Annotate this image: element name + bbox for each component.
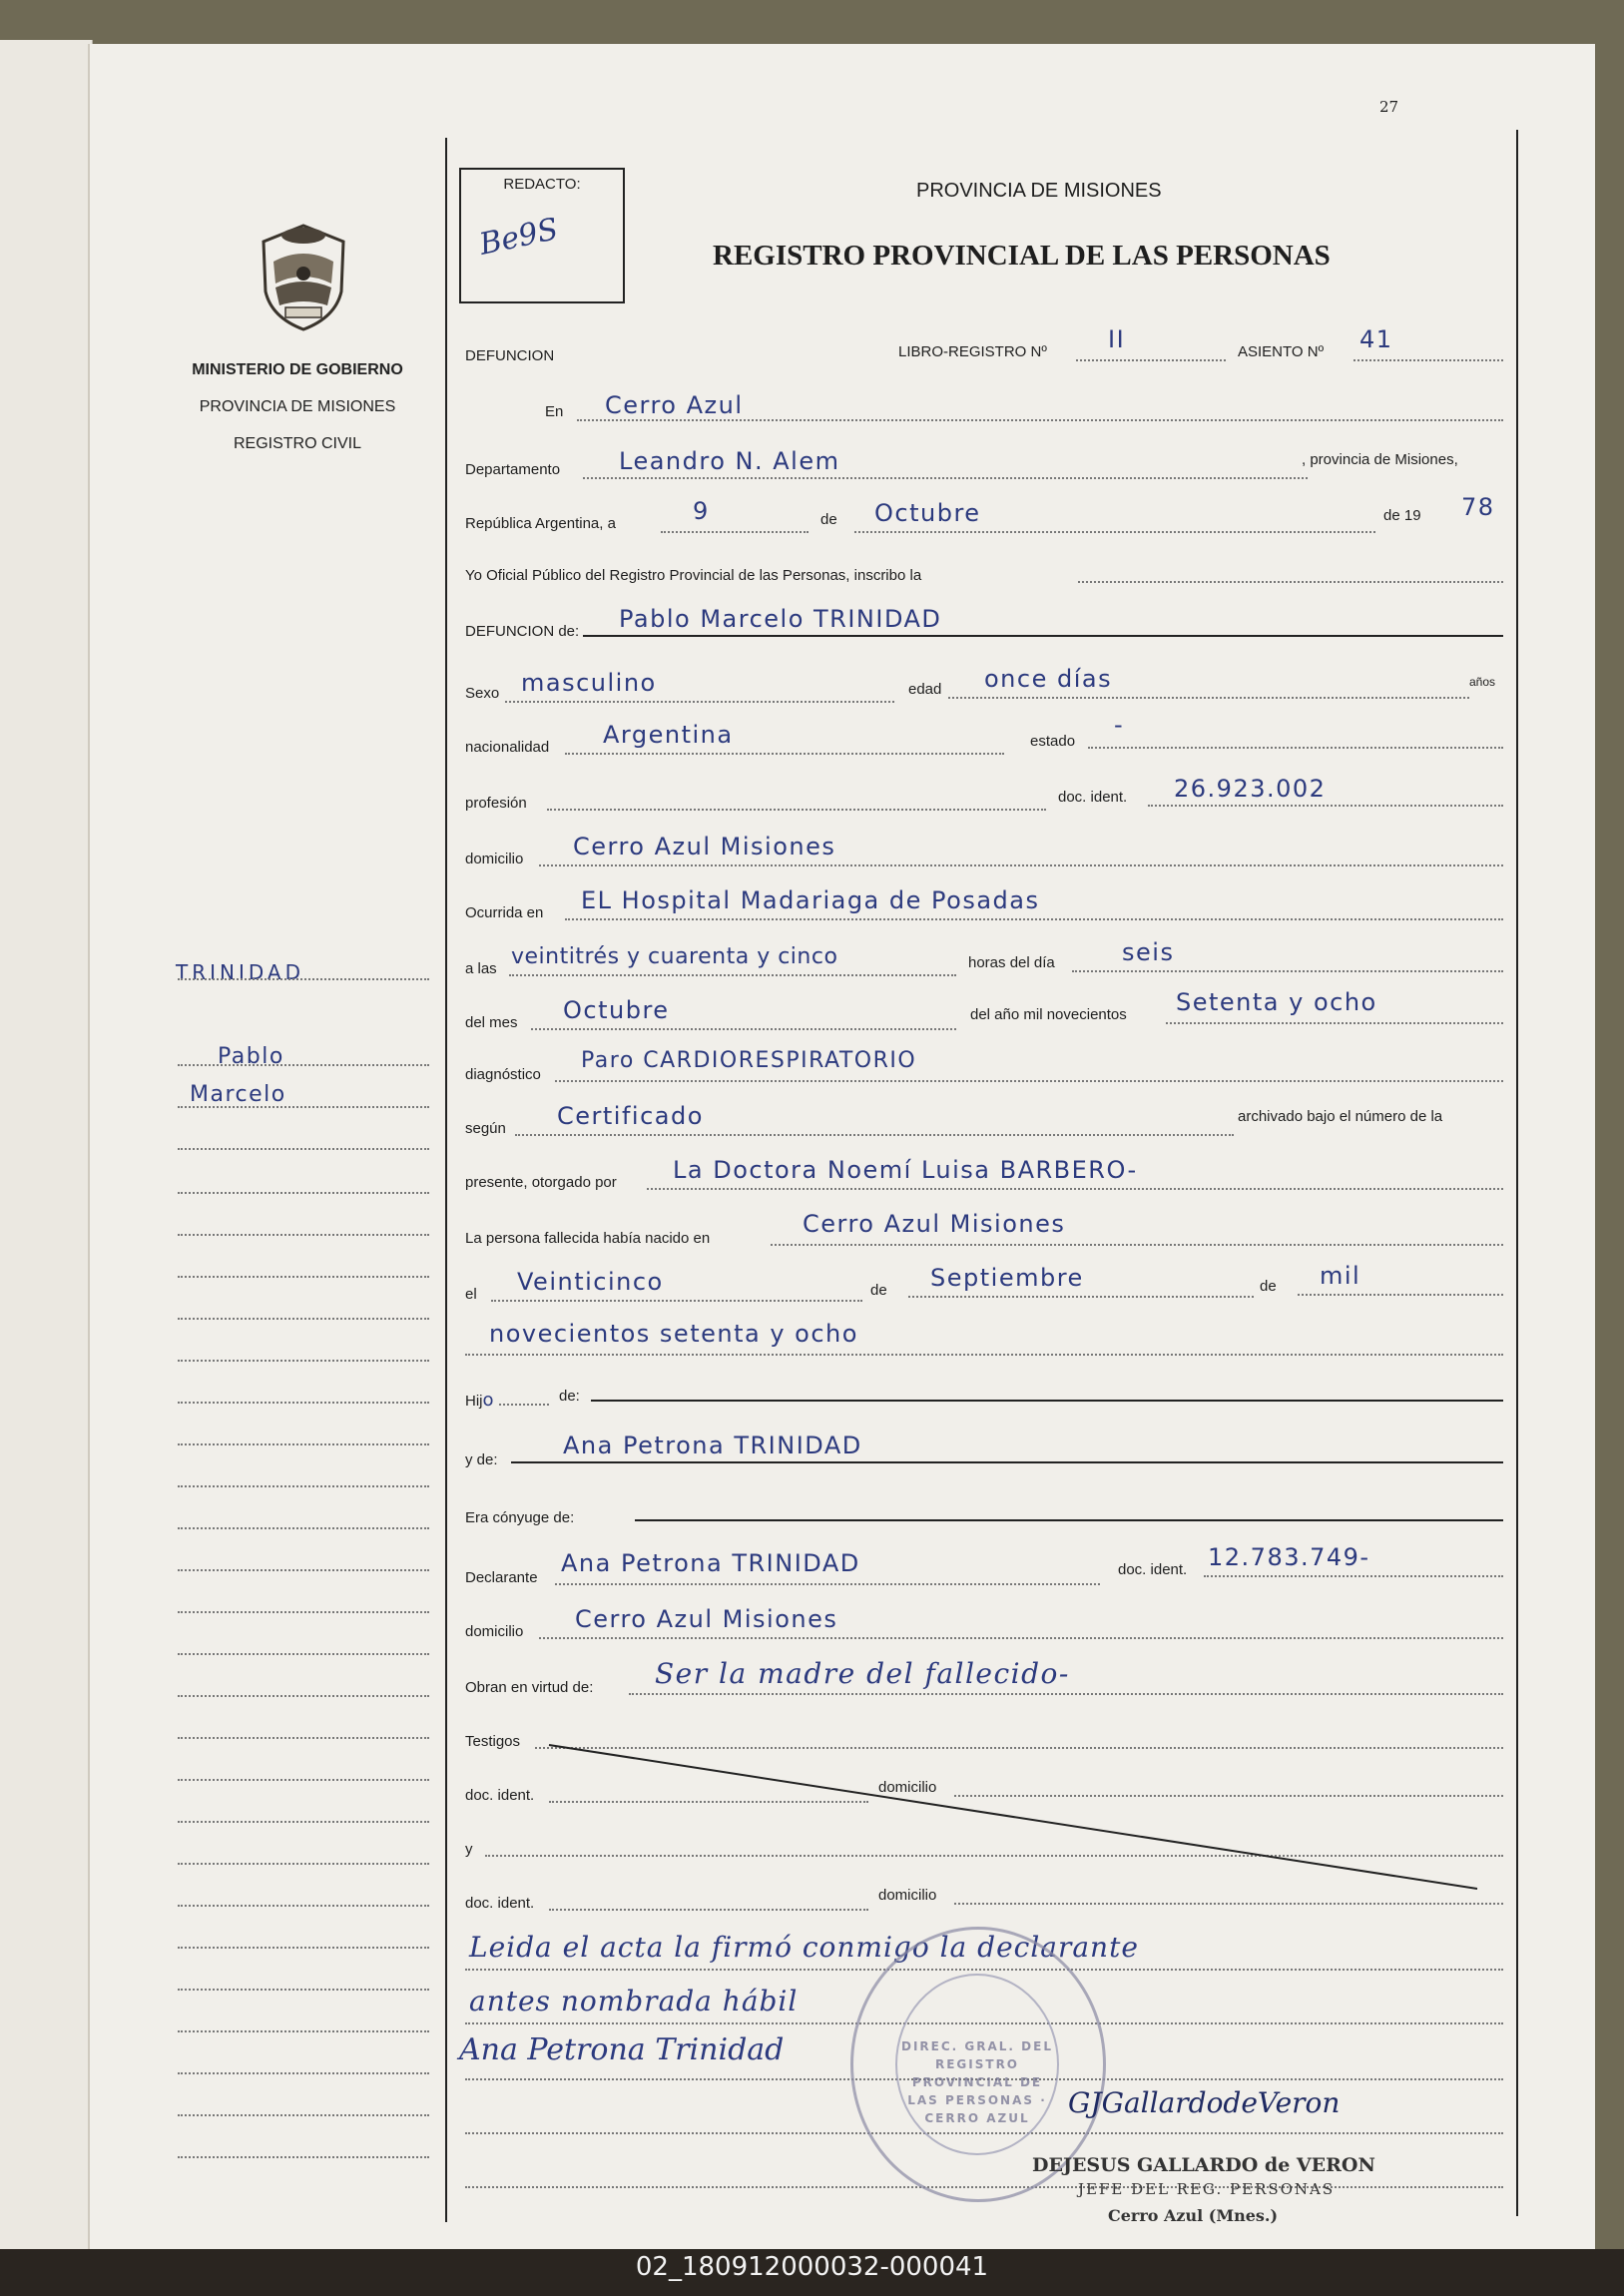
de-label-3: de — [1260, 1278, 1277, 1295]
nota-line-1: Leida el acta la firmó conmigo la declarante — [469, 1931, 1139, 1964]
registry-heading: REGISTRO PROVINCIAL DE LAS PERSONAS — [713, 240, 1331, 272]
seal-text: DIREC. GRAL. DEL REGISTRO PROVINCIAL DE LAS PERSONAS · CERRO AZUL — [901, 2039, 1053, 2125]
nac-mes-value: Septiembre — [930, 1264, 1084, 1292]
testigo2-domicilio-label: domicilio — [878, 1887, 937, 1904]
province-heading: PROVINCIA DE MISIONES — [916, 180, 1162, 202]
doc-ident-label: doc. ident. — [1058, 789, 1128, 806]
anio-texto-value: Setenta y ocho — [1176, 988, 1377, 1016]
provincial-crest-icon — [256, 222, 351, 333]
y-de-label: y de: — [465, 1451, 498, 1468]
dia-texto-value: seis — [1122, 938, 1175, 966]
nac-mil-value: mil — [1320, 1262, 1361, 1290]
en-label: En — [545, 403, 564, 420]
ocurrida-label: Ocurrida en — [465, 904, 544, 921]
en-value: Cerro Azul — [605, 391, 744, 419]
asiento-label: ASIENTO Nº — [1238, 343, 1325, 360]
hijo-label-text: Hij — [465, 1393, 483, 1410]
profesion-label: profesión — [465, 795, 527, 812]
provincia-suffix: , provincia de Misiones, — [1302, 451, 1458, 468]
edad-value: once días — [984, 665, 1113, 693]
yo-oficial-text: Yo Oficial Público del Registro Provincial de las Personas, inscribo la — [465, 567, 922, 584]
domicilio-label: domicilio — [465, 851, 524, 867]
madre-value: Ana Petrona TRINIDAD — [563, 1432, 862, 1459]
nacido-en-value: Cerro Azul Misiones — [803, 1210, 1066, 1238]
testigos-y-label: y — [465, 1841, 473, 1858]
testigos-strike-line — [539, 1737, 1497, 1897]
nombre-value: Pablo Marcelo TRINIDAD — [619, 605, 942, 633]
horas-label: horas del día — [968, 954, 1055, 971]
nac-dia-value: Veinticinco — [517, 1268, 664, 1296]
nacionalidad-label: nacionalidad — [465, 739, 550, 756]
doc-ident-value: 26.923.002 — [1174, 775, 1327, 803]
nota-line-2: antes nombrada hábil — [469, 1985, 799, 2017]
declarante-signature: Ana Petrona Trinidad — [459, 2032, 785, 2067]
a-las-label: a las — [465, 960, 497, 977]
archivado-label: archivado bajo el número de la — [1238, 1108, 1443, 1125]
ocurrida-value: EL Hospital Madariaga de Posadas — [581, 886, 1040, 914]
declarante-domicilio-value: Cerro Azul Misiones — [575, 1605, 838, 1633]
margin-surname: TRINIDAD — [176, 960, 305, 984]
de-label: de — [820, 511, 837, 528]
sexo-value: masculino — [521, 669, 657, 697]
departamento-value: Leandro N. Alem — [619, 447, 840, 475]
del-ano-label: del año mil novecientos — [970, 1006, 1127, 1023]
obran-label: Obran en virtud de: — [465, 1679, 594, 1696]
ministry-line-2: PROVINCIA DE MISIONES — [199, 398, 396, 415]
departamento-label: Departamento — [465, 461, 561, 478]
nac-anio-value: novecientos setenta y ocho — [489, 1320, 858, 1348]
hijo-de-label: de: — [559, 1388, 580, 1405]
redacto-box — [459, 168, 625, 303]
form-right-rule — [1516, 130, 1518, 2216]
mes2-value: Octubre — [563, 996, 670, 1024]
anio-value: 78 — [1461, 493, 1495, 521]
sexo-label: Sexo — [465, 685, 500, 702]
dia-value: 9 — [693, 497, 710, 525]
edad-label: edad — [908, 681, 942, 698]
domicilio-value: Cerro Azul Misiones — [573, 833, 836, 861]
officer-name: DEJESUS GALLARDO de VERON — [1032, 2154, 1375, 2176]
declarante-label: Declarante — [465, 1569, 538, 1586]
redacto-initials: Be9S — [476, 212, 562, 263]
estado-value: - — [1114, 711, 1125, 739]
margin-given-1: Pablo — [218, 1044, 284, 1069]
left-page-edge — [0, 40, 93, 2249]
declarante-doc-label: doc. ident. — [1118, 1561, 1188, 1578]
page-number: 27 — [1379, 98, 1399, 116]
el-label: el — [465, 1286, 477, 1303]
declarante-value: Ana Petrona TRINIDAD — [561, 1549, 860, 1577]
officer-title: JEFE DEL REG. PERSONAS — [1078, 2180, 1336, 2198]
mes-value: Octubre — [874, 499, 981, 527]
diagnostico-label: diagnóstico — [465, 1066, 541, 1083]
testigo2-doc-label: doc. ident. — [465, 1895, 535, 1912]
defuncion-label: DEFUNCION — [465, 347, 555, 364]
official-signature: GJGallardodeVeron — [1068, 2086, 1341, 2119]
hijo-label — [465, 1390, 495, 1411]
republica-label: República Argentina, a — [465, 515, 616, 532]
otorgado-value: La Doctora Noemí Luisa BARBERO- — [673, 1156, 1138, 1184]
domicilio-label-2: domicilio — [465, 1623, 524, 1640]
conyuge-label: Era cónyuge de: — [465, 1509, 575, 1526]
redacto-label: REDACTO: — [503, 176, 581, 193]
image-caption: 02_180912000032-000041 — [635, 2252, 989, 2282]
segun-value: Certificado — [557, 1102, 704, 1130]
nacido-en-label: La persona fallecida había nacido en — [465, 1230, 711, 1247]
defuncion-de-label: DEFUNCION de: — [465, 623, 580, 640]
ministry-line-1: MINISTERIO DE GOBIERNO — [192, 361, 403, 378]
a-las-value: veintitrés y cuarenta y cinco — [511, 944, 838, 969]
diagnostico-value: Paro CARDIORESPIRATORIO — [581, 1048, 917, 1073]
de-19-label: de 19 — [1383, 507, 1421, 524]
anos-label: años — [1469, 675, 1496, 689]
hijo-suffix: o — [482, 1390, 496, 1411]
de-label-2: de — [870, 1282, 887, 1299]
testigo1-doc-label: doc. ident. — [465, 1787, 535, 1804]
obran-value: Ser la madre del fallecido- — [655, 1657, 1070, 1690]
del-mes-label: del mes — [465, 1014, 518, 1031]
officer-place: Cerro Azul (Mnes.) — [1108, 2206, 1279, 2225]
segun-label: según — [465, 1120, 506, 1137]
asiento-value: 41 — [1359, 325, 1393, 353]
testigo1-domicilio-label: domicilio — [878, 1779, 937, 1796]
libro-value: II — [1108, 325, 1126, 353]
nacionalidad-value: Argentina — [603, 721, 734, 749]
libro-label: LIBRO-REGISTRO Nº — [898, 343, 1047, 360]
margin-given-2: Marcelo — [190, 1082, 286, 1107]
form-left-rule — [445, 138, 447, 2222]
estado-label: estado — [1030, 733, 1076, 750]
presente-label: presente, otorgado por — [465, 1174, 617, 1191]
declarante-doc-value: 12.783.749- — [1208, 1543, 1370, 1571]
ministry-line-3: REGISTRO CIVIL — [233, 435, 362, 452]
testigos-label: Testigos — [465, 1733, 521, 1750]
